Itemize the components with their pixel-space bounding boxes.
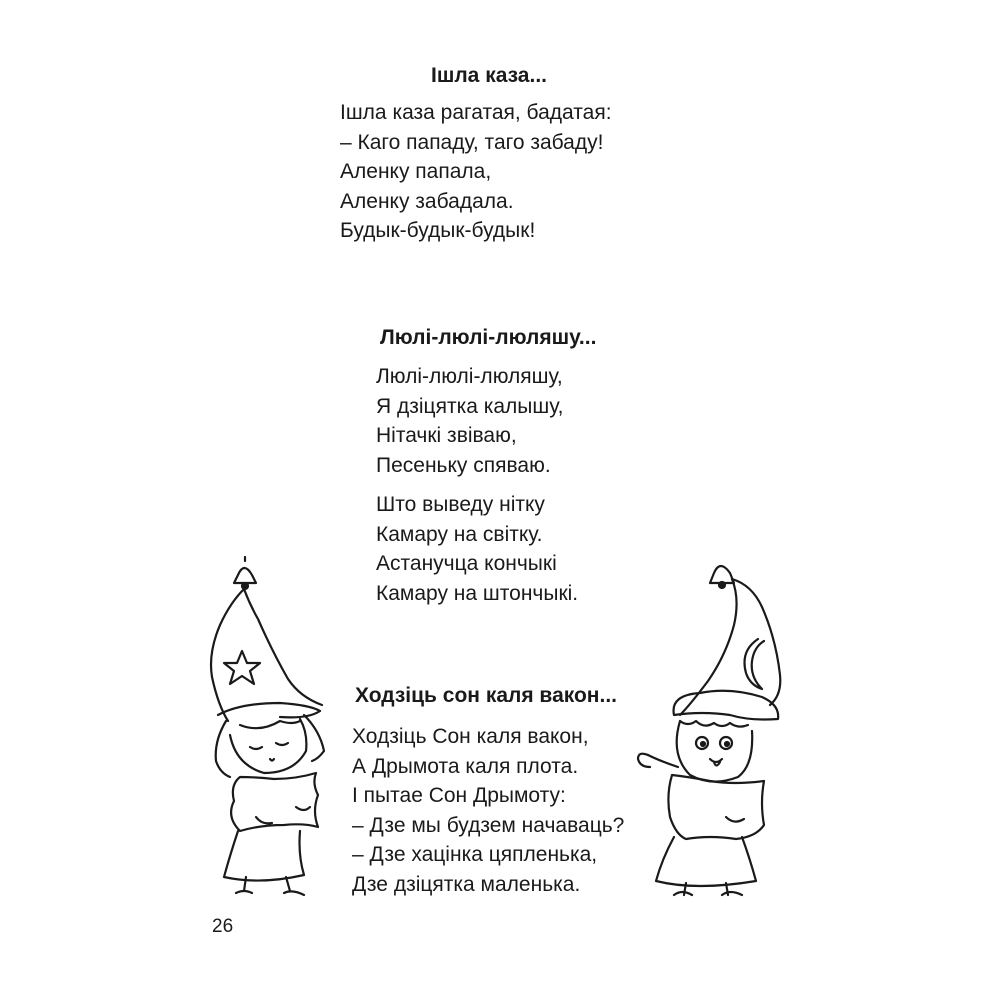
poem-title-luli: Люлі-люлі-люляшу... — [380, 326, 597, 349]
poem-line: Ішла каза рагатая, бадатая: — [340, 101, 612, 124]
poem-line: Ходзіць Сон каля вакон, — [352, 725, 589, 748]
gnome-boy-icon — [630, 555, 785, 900]
poem-line: Будык-будык-будык! — [340, 219, 536, 242]
poem-line: Люлі-люлі-люляшу, — [376, 365, 563, 388]
page-number: 26 — [212, 916, 234, 937]
poem-line: Дзе дзіцятка маленька. — [352, 872, 581, 896]
poem-stanza — [376, 490, 578, 608]
poem-line: Я дзіцятка калышу, — [376, 394, 564, 418]
poem-title-ishla-kaza: Ішла каза... — [431, 64, 547, 87]
poem-line: – Дзе хацінка цяпленька, — [352, 843, 598, 866]
poem-line: – Каго пападу, таго забаду! — [340, 130, 604, 154]
poem-line: Аленку папала, — [340, 160, 492, 183]
gnome-girl-icon — [200, 555, 340, 900]
poem-line: Камару на штончыкі. — [376, 581, 579, 605]
poem-line: Камару на світку. — [376, 522, 543, 546]
poem-line: Нітачкі звіваю, — [376, 424, 517, 447]
gnome-boy-illustration — [630, 555, 785, 900]
poem-line: І пытае Сон Дрымоту: — [352, 784, 566, 807]
poem-line: – Дзе мы будзем начаваць? — [352, 813, 625, 837]
poem-line: Астанучца кончыкі — [376, 552, 557, 575]
poem-line: Аленку забадала. — [340, 189, 514, 213]
gnome-girl-illustration — [200, 555, 340, 900]
poem-stanza — [340, 98, 612, 246]
poem-line: А Дрымота каля плота. — [352, 754, 579, 778]
poem-line: Песеньку спяваю. — [376, 453, 551, 477]
poem-line: Што выведу нітку — [376, 493, 545, 516]
poem-stanza — [376, 362, 563, 480]
poem-title-hodzic-son: Ходзіць сон каля вакон... — [355, 684, 617, 707]
poem-stanza — [352, 722, 624, 899]
